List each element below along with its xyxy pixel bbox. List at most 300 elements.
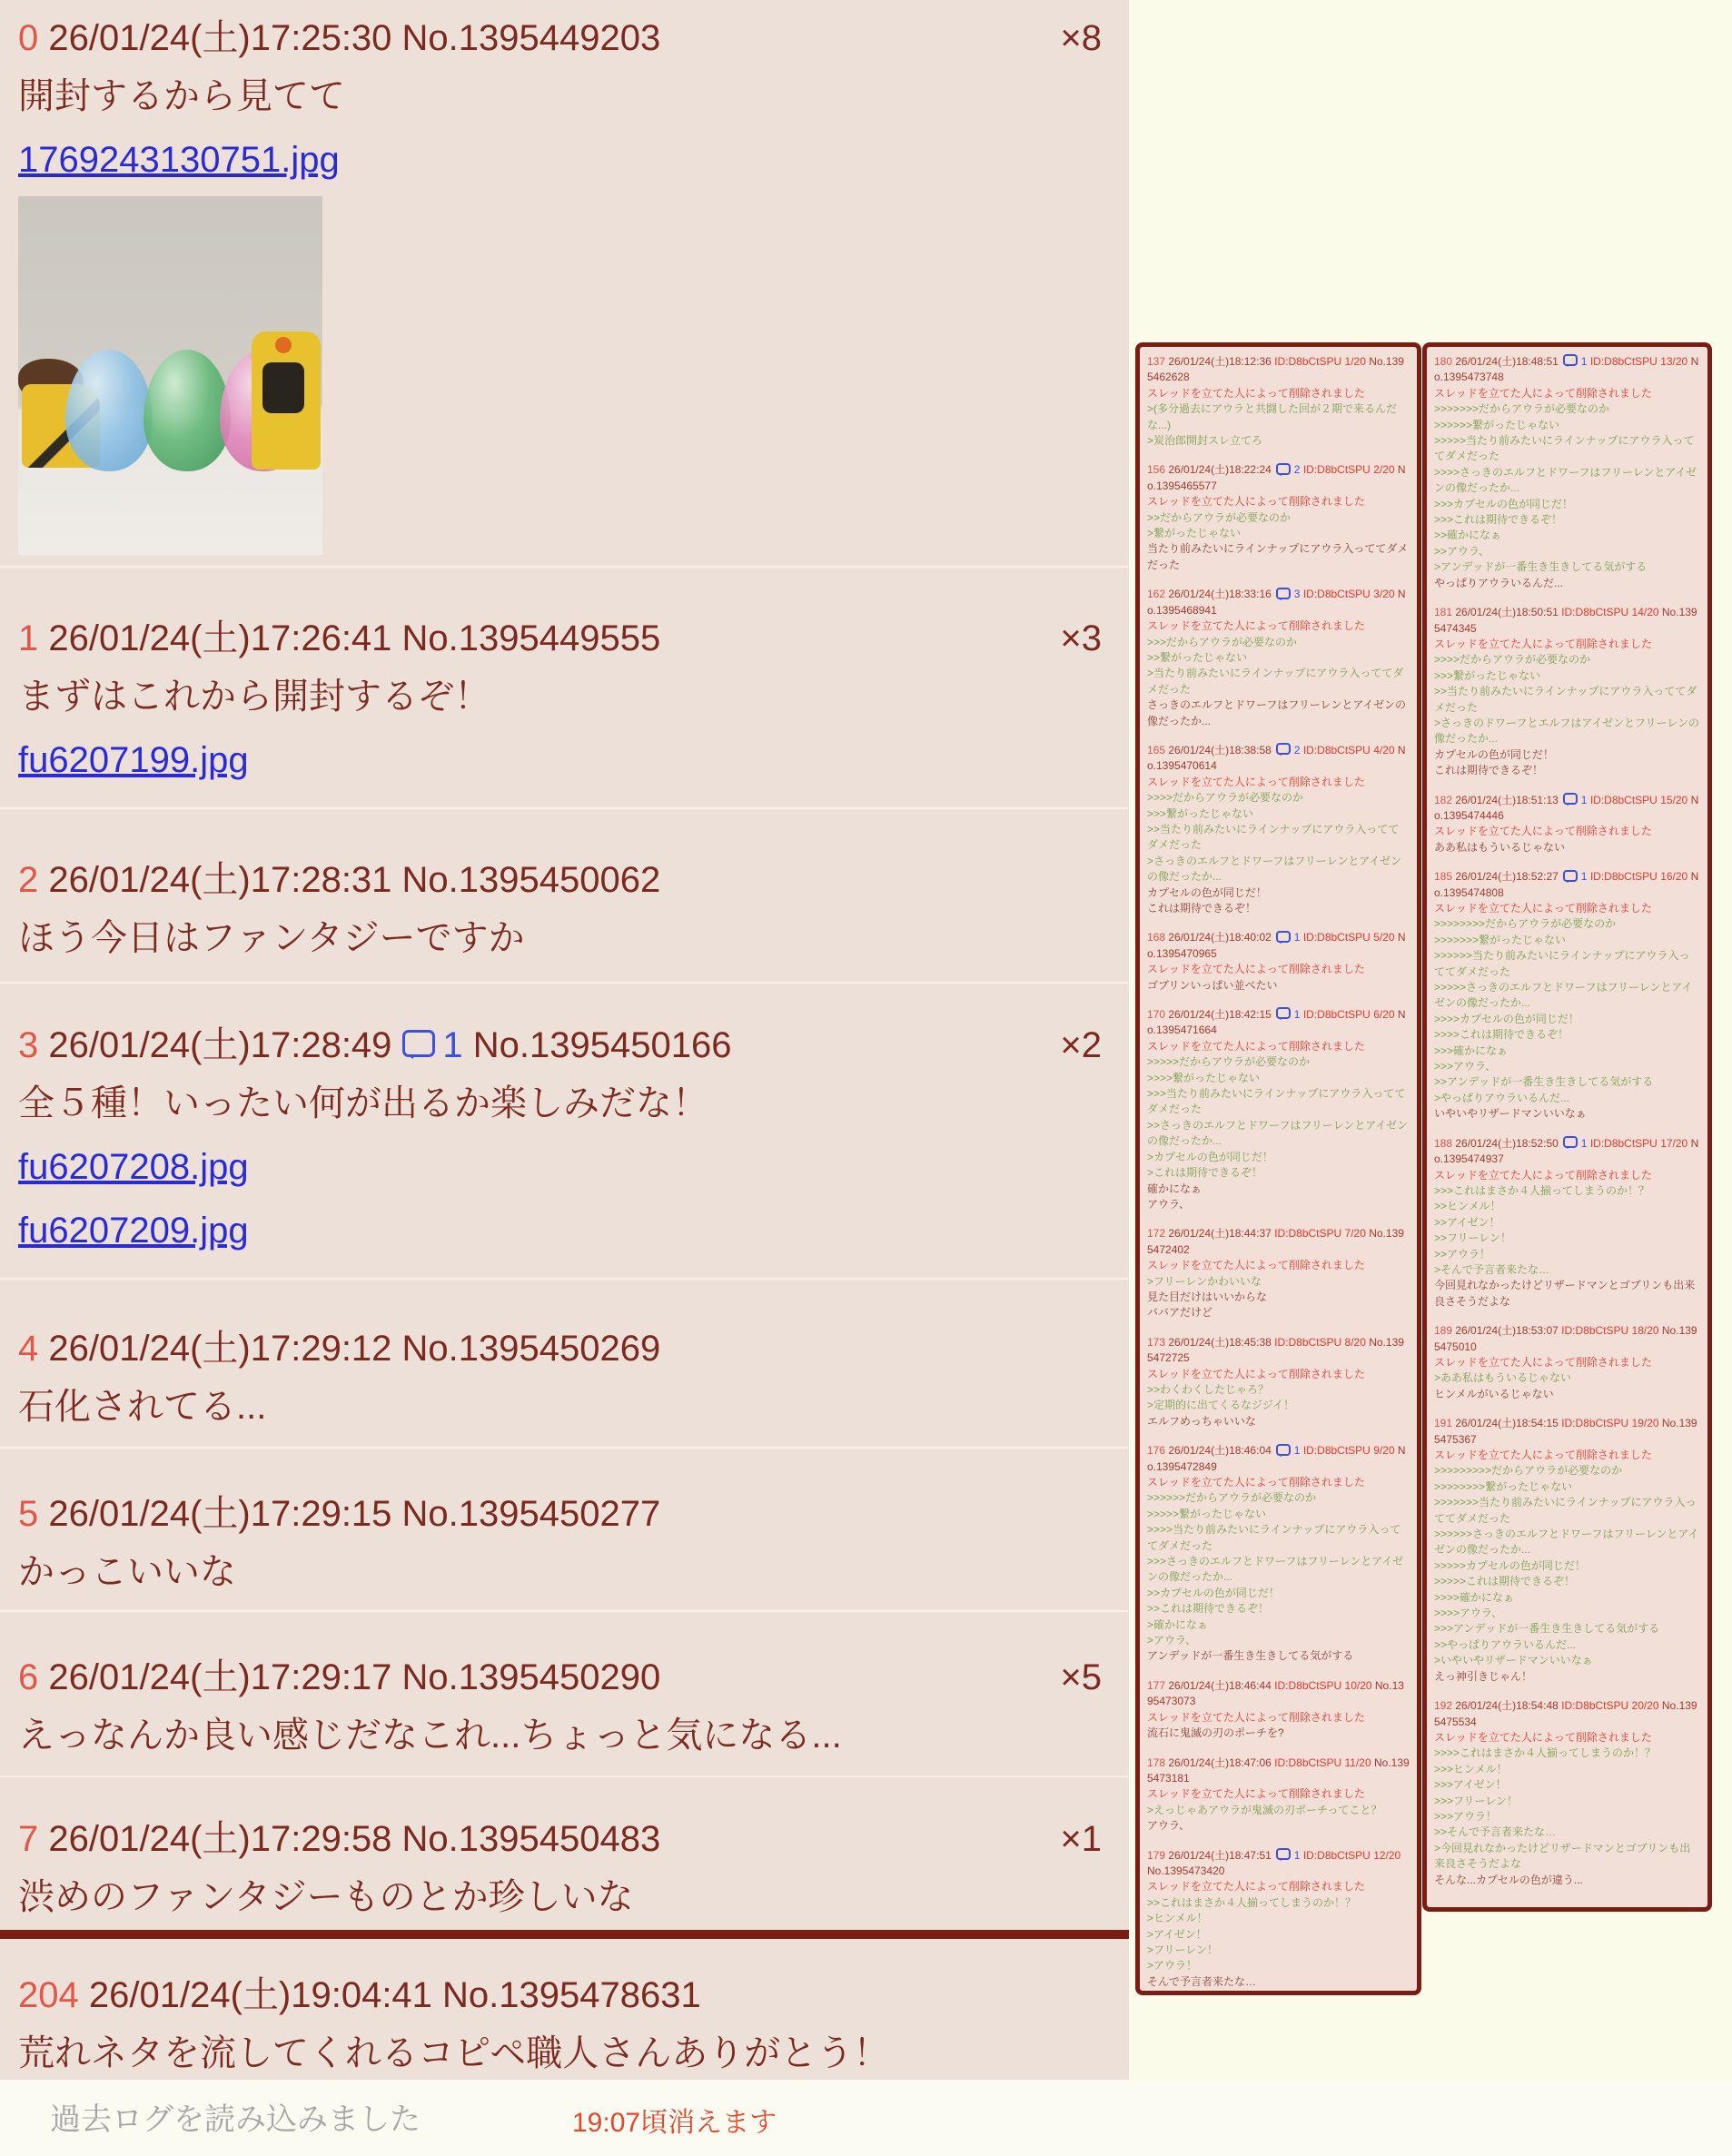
reply-post-row[interactable] (1147, 1678, 1410, 1742)
post-date: 26/01/24(土)18:46:44 (1168, 1678, 1272, 1692)
quote-line: >>>>>>>>だからアウラが必要なのか (1434, 917, 1617, 931)
post-seq: 7/20 (1344, 1227, 1366, 1241)
post-number: 179 (1147, 1848, 1166, 1862)
poster-id: ID:D8bCtSPU (1589, 355, 1658, 368)
post-seq: 18/20 (1631, 1324, 1659, 1338)
post-no: No.1395473420 (1147, 1864, 1225, 1877)
quote-line: >>>>>>>だからアウラが必要なのか (1434, 402, 1610, 416)
post-date: 26/01/24(土)17:28:31 (48, 860, 392, 900)
post-text-line: ほう今日はファンタジーですか (18, 918, 525, 958)
post-header (1147, 1335, 1410, 1367)
post-no: No.1395472725 (1147, 1335, 1404, 1365)
quote-line: >アンデッドが一番生き生きしてる気がする (1434, 560, 1648, 574)
post-header (18, 851, 1102, 909)
post-number: 185 (1434, 870, 1453, 884)
quote-line: >>>これはまさか４人揃ってしまうのか！？ (1434, 1183, 1650, 1197)
post-no: No.1395473181 (1147, 1755, 1410, 1785)
quote-line: >これは期待できるぞ！ (1147, 1166, 1263, 1180)
reply-post-row[interactable] (1434, 1416, 1700, 1685)
quote-line: >>アウラ、 (1434, 544, 1490, 558)
post-header (18, 9, 1102, 67)
thread-post-row[interactable] (0, 807, 1129, 982)
quote-line: >>これは期待できるぞ！ (1147, 1602, 1270, 1616)
thread-post-row[interactable] (0, 566, 1129, 807)
reply-count: 2 (1293, 743, 1301, 757)
post-number: 156 (1147, 463, 1166, 477)
quote-line: >当たり前みたいにラインナップにアウラ入っててダメだった (1147, 667, 1404, 696)
quote-line: >>>>>カプセルの色が同じだ！ (1434, 1558, 1586, 1572)
reply-post-row[interactable] (1147, 1007, 1410, 1212)
text-line: 今回見れなかったけどリザードマンとゴブリンも出来良さそうだよな (1434, 1279, 1696, 1308)
post-date: 26/01/24(土)17:29:12 (48, 1329, 392, 1369)
reply-post-row[interactable] (1147, 354, 1410, 449)
post-number: 3 (18, 1025, 39, 1065)
thread-post-row[interactable] (0, 1775, 1129, 1930)
text-line: そんで予言者来たな… (1147, 1974, 1257, 1988)
quote-line: >そんで予言者来たな… (1434, 1262, 1550, 1276)
post-no: No.1395475534 (1434, 1699, 1697, 1728)
reply-post-row[interactable] (1434, 793, 1700, 856)
post-date: 26/01/24(土)18:52:27 (1455, 870, 1559, 884)
post-date: 26/01/24(土)18:48:51 (1455, 355, 1559, 368)
post-date: 26/01/24(土)18:33:16 (1168, 588, 1272, 601)
post-header (18, 1016, 1102, 1074)
post-no: No.1395474937 (1434, 1136, 1699, 1166)
post-date: 26/01/24(土)18:47:06 (1168, 1755, 1272, 1769)
dup-count: ×3 (1060, 618, 1102, 658)
post-header (1147, 1226, 1410, 1258)
post-text-line: 開封するから見てて (18, 76, 345, 116)
reply-post-row[interactable] (1434, 869, 1700, 1123)
reply-bubble-icon[interactable] (1276, 743, 1291, 755)
post-number: 177 (1147, 1678, 1166, 1692)
quote-line: >フリーレンかわいいな (1147, 1274, 1262, 1288)
post-no: No.1395462628 (1147, 355, 1404, 384)
quote-line: >>フリーレン！ (1434, 1231, 1511, 1245)
quote-line: >>>>>だからアウラが必要なのか (1147, 1055, 1311, 1069)
quote-line: >>>>だからアウラが必要なのか (1434, 653, 1591, 667)
poster-id: ID:D8bCtSPU (1561, 1324, 1629, 1338)
poster-id: ID:D8bCtSPU (1589, 870, 1658, 884)
quote-line: >やっぱりアウラいるんだ... (1434, 1091, 1570, 1104)
deleted-notice-line: スレッドを立てた人によって削除されました (1147, 1259, 1365, 1272)
reply-bubble-icon[interactable] (1276, 1007, 1291, 1019)
post-header (1434, 793, 1700, 825)
post-header (1147, 1007, 1410, 1039)
post-seq: 8/20 (1344, 1335, 1366, 1349)
post-no: No.1395450277 (401, 1494, 661, 1534)
post-no: No.1395450483 (401, 1819, 661, 1859)
post-header (1434, 605, 1700, 637)
poster-id: ID:D8bCtSPU (1589, 793, 1658, 806)
post-text-line: 石化されてる... (18, 1387, 267, 1427)
quote-line: >えっじゃあアウラが鬼滅の刃ポーチってこと？ (1147, 1803, 1382, 1816)
quote-line: >さっきのエルフとドワーフはフリーレンとアイゼンの像だったか... (1147, 854, 1401, 884)
reply-bubble-icon[interactable] (1563, 1136, 1578, 1148)
thread-post-row[interactable] (0, 982, 1129, 1278)
deleted-notice-line: スレッドを立てた人によって削除されました (1147, 1787, 1365, 1801)
reply-count: 1 (1293, 1008, 1301, 1022)
expire-time-note: 19:07頃消えます (572, 2108, 777, 2138)
quote-line: >炭治郎開封スレ立てろ (1147, 434, 1263, 448)
reply-post-row[interactable] (1147, 462, 1410, 573)
post-date: 26/01/24(土)17:28:49 (48, 1025, 392, 1065)
reply-count: 1 (1580, 793, 1588, 806)
poster-id: ID:D8bCtSPU (1274, 1678, 1342, 1692)
deleted-notice-line: スレッドを立てた人によって削除されました (1147, 775, 1365, 788)
quote-line: >>>>当たり前みたいにラインナップにアウラ入っててダメだった (1147, 1523, 1401, 1552)
reply-bubble-icon[interactable] (1563, 793, 1578, 805)
quote-line: >>だからアウラが必要なのか (1147, 510, 1292, 524)
quote-line: >>これはまさか４人揃ってしまうのか！？ (1147, 1895, 1357, 1909)
reply-post-row[interactable] (1434, 354, 1700, 591)
quote-line: >>さっきのエルフとドワーフはフリーレンとアイゼンの像だったか... (1147, 1118, 1408, 1148)
poster-id: ID:D8bCtSPU (1302, 1444, 1371, 1458)
text-line: ああ私はもういるじゃない (1434, 840, 1566, 854)
poster-id: ID:D8bCtSPU (1561, 606, 1629, 619)
post-header (1147, 462, 1410, 494)
post-header (18, 1648, 1102, 1706)
quote-line: >>>アンデッドが一番生き生きしてる気がする (1434, 1622, 1660, 1636)
reply-post-row[interactable] (1434, 1323, 1700, 1402)
reply-bubble-icon[interactable] (1276, 931, 1291, 943)
quote-line: >>>当たり前みたいにラインナップにアウラ入っててダメだった (1147, 1087, 1406, 1116)
text-line: エルフめっちゃいいな (1147, 1414, 1256, 1428)
thread-photo[interactable] (18, 196, 322, 555)
quote-line: >>>>さっきのエルフとドワーフはフリーレンとアイゼンの像だったか... (1434, 465, 1697, 495)
post-number: 170 (1147, 1008, 1166, 1022)
reply-post-row[interactable] (1147, 1848, 1410, 1991)
poster-id: ID:D8bCtSPU (1589, 1136, 1658, 1150)
thread-post-row[interactable] (0, 1447, 1129, 1610)
quote-line: >>>>>>>>>だからアウラが必要なのか (1434, 1464, 1623, 1478)
deleted-notice-line: スレッドを立てた人によって削除されました (1434, 1355, 1652, 1369)
quote-line: >>>>>繋がったじゃない (1147, 1507, 1267, 1520)
post-date: 26/01/24(土)18:50:51 (1455, 606, 1559, 619)
quote-line: >>>>>>さっきのエルフとドワーフはフリーレンとアイゼンの像だったか... (1434, 1528, 1699, 1557)
post-no: No.1395450166 (472, 1025, 732, 1065)
reply-post-row[interactable] (1147, 1443, 1410, 1665)
post-number: 173 (1147, 1335, 1166, 1349)
post-no: No.1395468941 (1147, 588, 1406, 617)
reply-count: 1 (1293, 931, 1301, 944)
post-no: No.1395475367 (1434, 1417, 1697, 1446)
poster-id: ID:D8bCtSPU (1274, 1755, 1342, 1769)
reply-bubble-icon[interactable] (1276, 463, 1291, 475)
reply-count: 3 (1293, 588, 1301, 601)
quote-line: >アウラ、 (1147, 1634, 1197, 1647)
post-text-line: 渋めのファンタジーものとか珍しいな (18, 1877, 634, 1917)
post-seq: 12/20 (1373, 1848, 1401, 1862)
reply-count: 2 (1293, 463, 1301, 477)
deleted-notice-line: スレッドを立てた人によって削除されました (1434, 1730, 1652, 1744)
text-line: これは期待できるぞ！ (1147, 902, 1257, 915)
post-seq: 6/20 (1373, 1008, 1395, 1022)
quote-line: >>>>>>>>繋がったじゃない (1434, 1479, 1573, 1493)
reply-bubble-icon[interactable] (402, 1030, 435, 1057)
text-line: アウラ、 (1147, 1197, 1191, 1211)
reply-column-left (1135, 342, 1421, 1995)
dup-count: ×1 (1060, 1819, 1102, 1859)
post-no: No.1395474345 (1434, 606, 1697, 635)
post-seq: 10/20 (1344, 1678, 1372, 1692)
text-line: 確かになぁ (1147, 1182, 1203, 1195)
text-line: えっ神引きじゃん！ (1434, 1669, 1533, 1683)
post-seq: 19/20 (1631, 1417, 1659, 1430)
post-header (1434, 354, 1700, 386)
post-date: 26/01/24(土)18:51:13 (1455, 793, 1559, 806)
post-number: 180 (1434, 355, 1453, 368)
reply-post-row[interactable] (1147, 1226, 1410, 1320)
quote-line: >>やっぱりアウラいるんだ... (1434, 1637, 1577, 1651)
quote-line: >確かになぁ (1147, 1617, 1209, 1631)
quote-line: >アウラ！ (1147, 1959, 1198, 1973)
quote-line: >>>>確かになぁ (1434, 1590, 1515, 1604)
quote-line: >>そんで予言者来たな… (1434, 1825, 1557, 1839)
poster-id: ID:D8bCtSPU (1302, 588, 1371, 601)
deleted-notice-line: スレッドを立てた人によって削除されました (1147, 1039, 1365, 1053)
deleted-notice-line: スレッドを立てた人によって削除されました (1434, 637, 1652, 650)
reply-post-row[interactable] (1147, 587, 1410, 729)
deleted-notice-line: スレッドを立てた人によって削除されました (1147, 495, 1365, 509)
post-text-line: 全５種！いったい何が出るか楽しみだな！ (18, 1083, 708, 1123)
reply-post-row[interactable] (1434, 1698, 1700, 1888)
post-header (1147, 354, 1410, 386)
quote-line: >カプセルの色が同じだ！ (1147, 1150, 1273, 1163)
file-link[interactable]: fu6207209.jpg (18, 1211, 249, 1251)
post-text-line: かっこいいな (18, 1552, 236, 1592)
post-header (18, 1966, 1102, 2024)
text-line: やっぱりアウラいるんだ... (1434, 576, 1564, 589)
post-no: No.1395472402 (1147, 1227, 1404, 1256)
post-no: No.1395472849 (1147, 1444, 1406, 1473)
text-line: 見た目だけはいいからな (1147, 1290, 1268, 1303)
post-date: 26/01/24(土)18:42:15 (1168, 1008, 1272, 1022)
text-line: さっきのエルフとドワーフはフリーレンとアイゼンの像だったか... (1147, 698, 1406, 727)
quote-line: >>繋がったじゃない (1147, 650, 1248, 664)
quote-line: >さっきのドワーフとエルフはアイゼンとフリーレンの像だったか... (1434, 716, 1699, 746)
poster-id: ID:D8bCtSPU (1561, 1417, 1629, 1430)
quote-line: >>>確かになぁ (1434, 1043, 1509, 1057)
post-text-line: 荒れネタを流してくれるコピペ職人さんありがとう！ (18, 2033, 890, 2073)
post-date: 26/01/24(土)18:53:07 (1455, 1324, 1559, 1338)
quote-line: >>>カプセルの色が同じだ！ (1434, 497, 1573, 510)
poster-id: ID:D8bCtSPU (1302, 743, 1371, 757)
quote-line: >今回見れなかったけどリザードマンとゴブリンも出来良さそうだよな (1434, 1841, 1691, 1871)
post-number: 178 (1147, 1755, 1166, 1769)
post-header (1147, 743, 1410, 775)
quote-line: >(多分過去にアウラと共闘した回が２期で来るんだな...) (1147, 402, 1398, 431)
post-header (1147, 587, 1410, 618)
poster-id: ID:D8bCtSPU (1274, 355, 1342, 368)
post-no: No.1395474446 (1434, 793, 1699, 822)
post-header (18, 1810, 1102, 1868)
post-number: 4 (18, 1329, 39, 1369)
text-line: カプセルの色が同じだ！ (1147, 885, 1267, 899)
post-date: 26/01/24(土)17:25:30 (48, 18, 392, 58)
quote-line: >>わくわくしたじゃろ？ (1147, 1382, 1270, 1396)
quote-line: >繋がったじゃない (1147, 527, 1242, 540)
post-seq: 20/20 (1631, 1699, 1659, 1713)
deleted-notice-line: スレッドを立てた人によって削除されました (1147, 619, 1365, 633)
post-seq: 5/20 (1373, 931, 1395, 944)
post-no: No.1395471664 (1147, 1008, 1406, 1037)
post-no: No.1395465577 (1147, 463, 1406, 492)
poster-id: ID:D8bCtSPU (1302, 463, 1371, 477)
post-no: No.1395449203 (401, 18, 661, 58)
reply-bubble-icon[interactable] (1563, 354, 1578, 366)
post-no: No.1395450269 (401, 1329, 661, 1369)
thread-post-row[interactable] (0, 1610, 1129, 1775)
post-header (1147, 1678, 1410, 1710)
quote-line: >>>>>さっきのエルフとドワーフはフリーレンとアイゼンの像だったか... (1434, 981, 1693, 1010)
thread-divider (0, 1930, 1129, 1939)
post-date: 26/01/24(土)18:46:04 (1168, 1444, 1272, 1458)
quote-line: >>当たり前みたいにラインナップにアウラ入っててダメだった (1434, 685, 1697, 714)
text-line: ヒンメルがいるじゃない (1434, 1387, 1554, 1400)
deleted-notice-line: スレッドを立てた人によって削除されました (1434, 1449, 1652, 1461)
post-header (1434, 1323, 1700, 1355)
reply-post-row[interactable] (1147, 930, 1410, 994)
reply-post-row[interactable] (1434, 1136, 1700, 1310)
quote-line: >>確かになぁ (1434, 529, 1502, 542)
post-no: No.1395473073 (1147, 1678, 1404, 1708)
post-seq: 4/20 (1373, 743, 1395, 757)
post-header (18, 1320, 1102, 1378)
post-seq: 15/20 (1660, 793, 1688, 806)
deleted-notice-line: スレッドを立てた人によって削除されました (1147, 963, 1365, 976)
post-number: 165 (1147, 743, 1166, 757)
reply-column-right (1422, 342, 1712, 1912)
post-header (1147, 1755, 1410, 1787)
quote-line: >>>>>>当たり前みたいにラインナップにアウラ入っててダメだった (1434, 949, 1690, 978)
post-header (1434, 869, 1700, 901)
quote-line: >>>アウラ！ (1434, 1809, 1498, 1823)
quote-line: >>>>>>>繋がったじゃない (1434, 933, 1567, 946)
post-header (18, 609, 1102, 668)
post-text-line: まずはこれから開封するぞ！ (18, 677, 490, 717)
post-date: 26/01/24(土)18:40:02 (1168, 931, 1272, 944)
post-no: No.1395470614 (1147, 743, 1406, 773)
quote-line: >>ヒンメル！ (1434, 1200, 1501, 1213)
post-seq: 2/20 (1373, 463, 1395, 477)
post-seq: 3/20 (1373, 588, 1395, 601)
post-date: 26/01/24(土)18:38:58 (1168, 743, 1272, 757)
dup-count: ×2 (1060, 1025, 1102, 1065)
status-message: 過去ログを読み込みました (50, 2102, 421, 2137)
post-date: 26/01/24(土)18:22:24 (1168, 463, 1272, 477)
quote-line: >>>>これは期待できるぞ！ (1434, 1028, 1569, 1042)
text-line: 当たり前みたいにラインナップにアウラ入っててダメだった (1147, 542, 1409, 571)
post-number: 0 (18, 18, 39, 58)
quote-line: >定期的に出てくるなジジイ！ (1147, 1399, 1295, 1412)
post-number: 204 (18, 1975, 79, 2015)
post-number: 176 (1147, 1444, 1166, 1458)
poster-id: ID:D8bCtSPU (1302, 1848, 1371, 1862)
thread-post-row[interactable] (0, 0, 1129, 566)
deleted-notice-line: スレッドを立てた人によって削除されました (1147, 1367, 1365, 1380)
post-header (1434, 1698, 1700, 1730)
quote-line: >>>>繋がったじゃない (1147, 1071, 1261, 1084)
text-line: アウラ、 (1147, 1819, 1191, 1833)
post-date: 26/01/24(土)18:54:15 (1455, 1417, 1559, 1430)
deleted-notice-line: スレッドを立てた人によって削除されました (1147, 1880, 1365, 1894)
thread-post-row[interactable] (0, 1278, 1129, 1447)
reply-bubble-icon[interactable] (1276, 1444, 1291, 1456)
poster-id: ID:D8bCtSPU (1561, 1699, 1629, 1713)
reply-post-row[interactable] (1147, 1755, 1410, 1835)
poster-id: ID:D8bCtSPU (1274, 1227, 1342, 1241)
reply-count: 1 (1580, 870, 1588, 884)
text-line: カプセルの色が同じだ！ (1434, 747, 1554, 761)
post-number: 7 (18, 1819, 39, 1859)
reply-bubble-icon[interactable] (1276, 588, 1291, 599)
reply-post-row[interactable] (1147, 743, 1410, 916)
quote-line: >>>>>>繋がったじゃない (1434, 418, 1560, 431)
post-number: 188 (1434, 1136, 1453, 1150)
quote-line: >>>ヒンメル！ (1434, 1762, 1508, 1775)
post-number: 162 (1147, 588, 1166, 601)
post-number: 137 (1147, 355, 1166, 368)
reply-post-row[interactable] (1434, 605, 1700, 778)
quote-line: >>>>>>>当たり前みたいにラインナップにアウラ入っててダメだった (1434, 1496, 1697, 1525)
deleted-notice-line: スレッドを立てた人によって削除されました (1147, 1476, 1365, 1488)
post-header (1147, 1848, 1410, 1880)
file-link[interactable]: fu6207208.jpg (18, 1147, 249, 1187)
quote-line: >>>繋がったじゃない (1434, 668, 1541, 682)
quote-line: >ああ私はもういるじゃない (1434, 1371, 1572, 1385)
quote-line: >>アンデッドが一番生き生きしてる気がする (1434, 1075, 1654, 1089)
post-header (1434, 1136, 1700, 1168)
quote-line: >>>>アウラ、 (1434, 1607, 1503, 1620)
thread-post-row[interactable] (0, 1939, 1129, 2080)
deleted-notice-line: スレッドを立てた人によって削除されました (1147, 386, 1365, 400)
quote-line: >>>>カプセルの色が同じだ！ (1434, 1012, 1579, 1025)
text-line: アンデッドが一番生き生きしてる気がする (1147, 1649, 1354, 1663)
robot-toy (252, 331, 321, 470)
post-header (1434, 1416, 1700, 1448)
quote-line: >>>これは期待できるぞ！ (1434, 513, 1563, 527)
quote-line: >>>>これはまさか４人揃ってしまうのか！？ (1434, 1746, 1657, 1760)
reply-post-row[interactable] (1147, 1335, 1410, 1429)
post-seq: 17/20 (1660, 1136, 1688, 1150)
quote-line: >フリーレン！ (1147, 1943, 1218, 1956)
reply-bubble-icon[interactable] (1276, 1848, 1291, 1860)
file-link[interactable]: fu6207199.jpg (18, 740, 249, 780)
post-number: 172 (1147, 1227, 1166, 1241)
quote-line: >>>>>当たり前みたいにラインナップにアウラ入っててダメだった (1434, 434, 1695, 463)
text-line: そんな...カプセルの色が違う... (1434, 1873, 1583, 1886)
reply-bubble-icon[interactable] (1563, 870, 1578, 882)
post-seq: 1/20 (1344, 355, 1366, 368)
post-no: No.1395475010 (1434, 1324, 1697, 1353)
post-date: 26/01/24(土)17:29:15 (48, 1494, 392, 1534)
file-link[interactable]: 1769243130751.jpg (18, 140, 340, 180)
post-date: 26/01/24(土)18:45:38 (1168, 1335, 1272, 1349)
post-number: 2 (18, 860, 39, 900)
poster-id: ID:D8bCtSPU (1302, 1008, 1371, 1022)
post-header (18, 1485, 1102, 1543)
post-text-line: えっなんか良い感じだなこれ...ちょっと気になる... (18, 1716, 842, 1755)
post-seq: 14/20 (1631, 606, 1659, 619)
post-no: No.1395450062 (401, 860, 661, 900)
quote-line: >アイゼン！ (1147, 1927, 1207, 1941)
post-date: 26/01/24(土)18:12:36 (1168, 355, 1272, 368)
reply-count: 1 (442, 1025, 463, 1065)
post-header (1147, 1443, 1410, 1475)
reply-count: 1 (1293, 1444, 1301, 1458)
quote-line: >>>>だからアウラが必要なのか (1147, 791, 1304, 805)
